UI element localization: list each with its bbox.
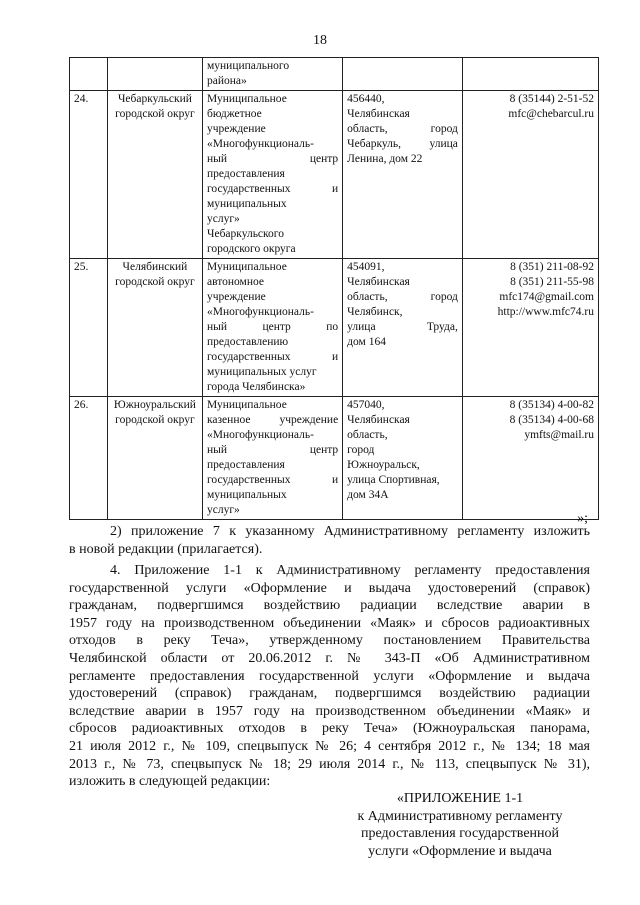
- row-number: 24.: [70, 91, 108, 259]
- contacts-cell: 8 (35144) 2-51-52 mfc@chebarcul.ru: [462, 91, 598, 259]
- row-number: 25.: [70, 259, 108, 397]
- district-cell: Челябинский городской округ: [107, 259, 202, 397]
- mfc-name-cell: Муниципальное автономное учреждение «Многофункциональ- ный центр по предоставлению государственных и муниципальных услуг города Челябинска»: [203, 259, 343, 397]
- mfc-table: [69, 57, 599, 520]
- closing-quote-mark: »;: [577, 511, 588, 526]
- table-row: [70, 397, 599, 520]
- table-row: [70, 91, 599, 259]
- address-cell: 454091, Челябинская область, город Челябинск, улица Труда, дом 164: [343, 259, 463, 397]
- district-cell: Чебаркульский городской округ: [107, 91, 202, 259]
- contacts-cell: 8 (35134) 4-00-82 8 (35134) 4-00-68 ymfts@mail.ru: [462, 397, 598, 520]
- contacts-cell: 8 (351) 211-08-92 8 (351) 211-55-98 mfc174@gmail.com http://www.mfc74.ru: [462, 259, 598, 397]
- row-number: 26.: [70, 397, 108, 520]
- address-cell: 456440, Челябинская область, город Чебаркуль, улица Ленина, дом 22: [343, 91, 463, 259]
- table-row: [70, 58, 599, 91]
- mfc-name-cell: Муниципальное бюджетное учреждение «Многофункциональ- ный центр предоставления государственных и муниципальных услуг» Чебаркульского городского округа: [203, 91, 343, 259]
- appendix-heading: «ПРИЛОЖЕНИЕ 1-1 к Административному регламенту предоставления государственной услуги «Оформление и выдача: [357, 791, 563, 859]
- page-number: 18: [313, 33, 327, 48]
- mfc-name-cell: муниципального района»: [203, 58, 343, 91]
- paragraph-item-4: 4. Приложение 1-1 к Административному регламенту предоставления государственной услуги «Оформление и выдача удостоверений (справок) гражданам, подвергшимся воздействию радиации вследствие аварии в 1957 году на производственном объединении «Маяк» и сбросов радиоактивных отходов в реку Теча», утвержденному постановлением Правительства Челябинской области от 20.06.2012 г. № 343-П «Об Административном регламенте предоставления государственной услуги «Оформление и выдача удостоверений (справок) гражданам, подвергшимся воздействию радиации вследствие аварии в 1957 году на производственном объединении «Маяк» и сбросов радиоактивных отходов в реку Теча» (Южноуральская панорама, 21 июля 2012 г., № 109, спецвыпуск № 26; 4 сентября 2012 г., № 134; 18 мая 2013 г., № 73, спецвыпуск № 18; 29 июля 2014 г., № 113, спецвыпуск № 31), изложить в следующей редакции:: [69, 563, 590, 790]
- paragraph-item-2: 2) приложение 7 к указанному Административному регламенту изложить в новой редакции (прилагается).: [69, 524, 590, 557]
- mfc-name-cell: Муниципальное казенное учреждение «Многофункциональ- ный центр предоставления государственных и муниципальных услуг»: [203, 397, 343, 520]
- table-row: [70, 259, 599, 397]
- district-cell: Южноуральский городской округ: [107, 397, 202, 520]
- address-cell: 457040, Челябинская область, город Южноуральск, улица Спортивная, дом 34А: [343, 397, 463, 520]
